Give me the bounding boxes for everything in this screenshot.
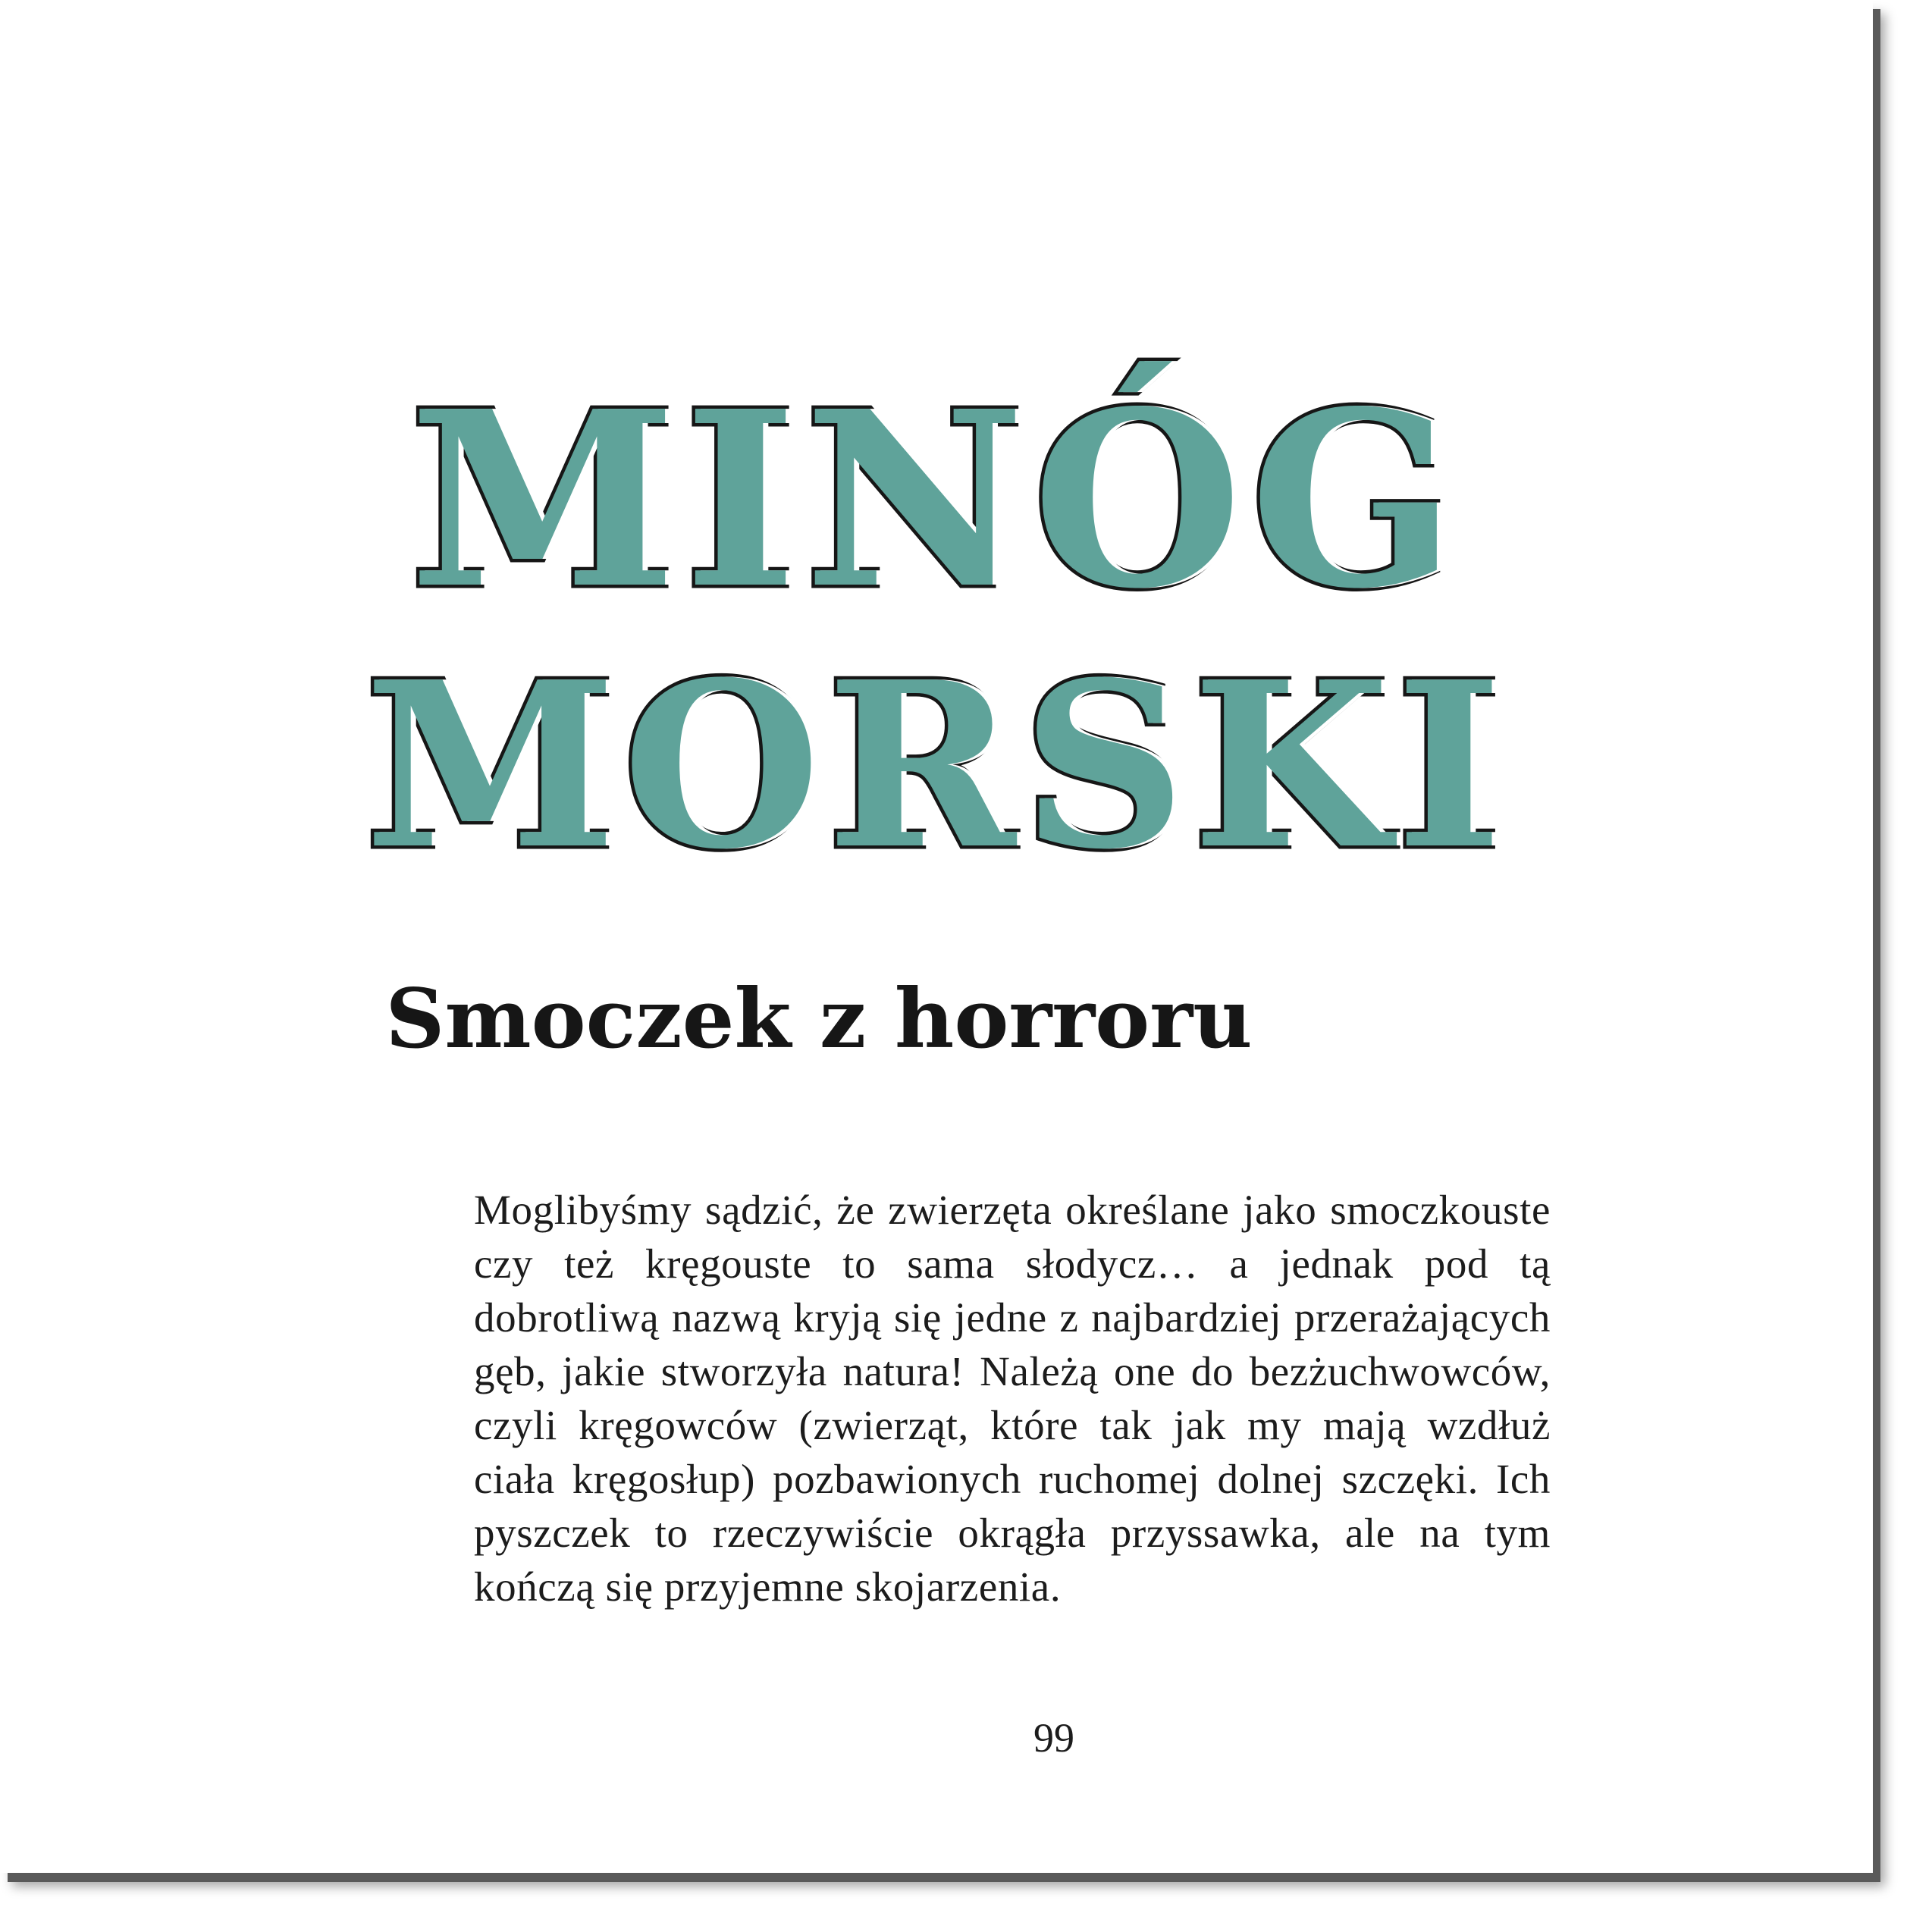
page-number: 99 [1033,1715,1074,1761]
title-line-2: MORSKI [364,632,1509,899]
body-paragraph: Moglibyśmy sądzić, że zwierzęta określane jako smoczkouste czy też kręgouste to sama słodycz… a jednak pod tą dobrotliwą nazwą kryją się jedne z najbardziej przerażających gęb, jakie stworzyła natura! Należą one do bezżuchwowców, czyli kręgowców (zwierząt, które tak jak my mają wzdłuż ciała kręgosłup) pozbawionych ruchomej dolnej szczęki. Ich pyszczek to rzeczywiście okrągła przyssawka, ale na tym kończą się przyjemne skojarzenia. [474,1187,1551,1610]
subtitle: Smoczek z horroru [385,971,1253,1067]
title-line-1: MINÓG [409,358,1463,641]
